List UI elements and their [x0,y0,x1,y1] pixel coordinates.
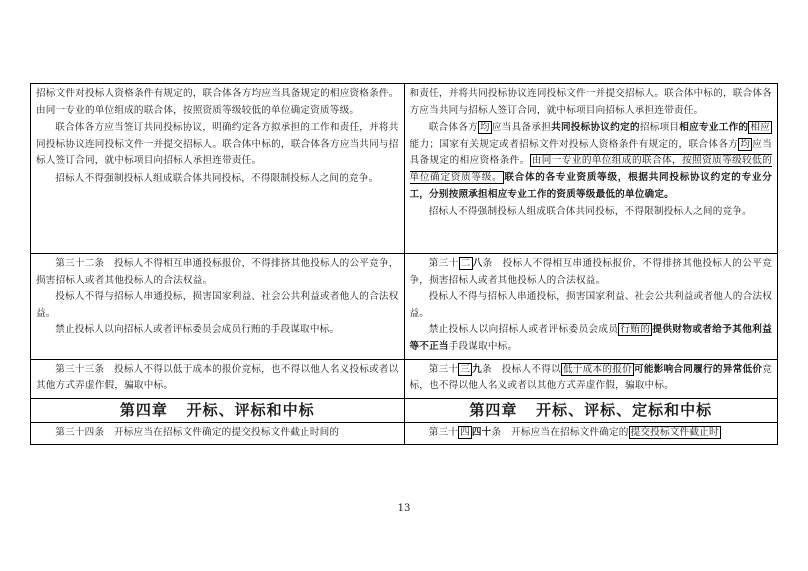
text-run: 禁止投标人以向招标人或者评标委员会成员 [428,324,619,336]
paragraph: 和责任，并将共同投标协议连同投标文件一并提交招标人。联合体中标的，联合体各方应当共同与招标人签订合同，就中标项目向招标人承担连带责任。 [409,88,772,116]
table-row [31,359,778,398]
added-text: 联合体的各专业资质等级，根据共同投标协议约定的专业分工，分别按照承担相应专业工作的资质等级最低的单位确定。 [409,171,772,200]
added-text: 可能影响合同履行的异常低价 [633,363,763,375]
text-run: 竞标，也不得以他人名义或者以其他方式弄虚作假，骗取中标。 [409,363,772,392]
added-text: 九 [472,363,483,375]
text-run: 条 开标应当在招标文件确定的 [491,426,629,438]
deleted-text-box: 二 [460,258,471,269]
chapter-heading-row [31,398,778,422]
new-text-cell [404,84,778,254]
paragraph: 投标人不得与招标人串通投标，损害国家利益、社会公共利益或者他人的合法权益。 [409,291,772,319]
deleted-text-box: 相应 [750,122,771,134]
chapter-title: 开标、评标、定标和中标 [536,400,713,419]
text-run: 招标项目 [639,122,680,134]
text-run: 联合体各方 [428,122,479,134]
deleted-text-box: 行贿的 [620,324,651,336]
added-text: 相应专业工作的 [679,122,749,134]
deleted-text-box: 提交投标文件截止时 [630,426,719,438]
deleted-text-box: 四 [460,426,470,438]
paragraph: 招标人不得强制投标人组成联合体共同投标，不得限制投标人之间的竞争。 [55,172,379,184]
chapter-title: 开标、评标和中标 [186,400,315,419]
added-text: 提供财物或者给予其他利益等不正当 [409,324,772,352]
paragraph [410,256,773,289]
text-run: 第三十 [428,363,459,375]
added-text: 共同投标协议约定的 [551,122,640,134]
old-text-cell [31,359,405,398]
paragraph: 第三十四条 开标应当在招标文件确定的提交投标文件截止时间的 [55,426,340,438]
text-run: 能力；国家有关规定或者招标文件对投标人资格条件有规定的，联合体各方 [409,138,739,150]
text-run: 应当具备承担 [491,122,552,134]
text-run: 第三十 [428,426,459,438]
paragraph [410,362,773,395]
deleted-text-box: 均 [480,122,490,134]
added-text: 八 [472,258,483,269]
table-row [31,422,778,445]
text-run: 手段谋取中标。 [448,340,518,352]
old-text-cell [31,84,405,254]
deleted-text-box: 低于成本的报价 [562,363,632,375]
comparison-page [30,83,778,445]
paragraph [410,322,773,355]
paragraph: 投标人不得与招标人串通投标，损害国家利益、社会公共利益或者他人的合法权益。 [36,291,399,319]
new-text-cell [404,422,778,445]
deleted-text-box: 三 [460,363,471,375]
paragraph: 联合体各方应当签订共同投标协议，明确约定各方拟承担的工作和责任，并将共同投标协议连同投标文件一并提交招标人。联合体中标的，联合体各方应当共同与招标人签订合同，就中标项目向招标人承担连带责任。 [36,122,399,167]
old-text-cell [31,254,405,360]
paragraph: 第三十三条 投标人不得以低于成本的报价竞标，也不得以他人名义投标或者以其他方式弄虚作假，骗取中标。 [36,363,399,392]
text-run: 条 投标人不得相互串通投标报价，不得排挤其他投标人的公平竞争，损害招标人或者其他投标人的合法权益。 [409,258,773,286]
deleted-text-box: 均 [740,138,751,150]
paragraph: 招标人不得强制投标人组成联合体共同投标，不得限制投标人之间的竞争。 [428,206,752,218]
paragraph: 禁止投标人以向招标人或者评标委员会成员行贿的手段谋取中标。 [55,324,340,336]
added-text: 四十 [471,426,492,438]
new-text-cell [404,254,778,360]
comparison-table [30,83,778,445]
old-chapter-heading [31,398,405,422]
paragraph: 第三十二条 投标人不得相互串通投标报价，不得排挤其他投标人的公平竞争，损害招标人或者其他投标人的合法权益。 [36,258,399,286]
paragraph [410,425,773,442]
page-number: 13 [397,503,411,514]
new-text-cell [404,359,778,398]
text-run: 应当具备规定的相应资格条件。 [409,138,772,167]
paragraph [410,120,773,203]
text-run: 条 投标人不得以 [482,363,561,375]
table-row [31,84,778,254]
text-run: 第三十 [428,258,459,269]
chapter-number: 第四章 [469,400,518,419]
table-row [31,254,778,360]
chapter-number: 第四章 [119,400,168,419]
old-text-cell [31,422,405,445]
new-chapter-heading [404,398,778,422]
deleted-text-box: 由同一专业的单位组成的联合体，按照资质等级较低的单位确定资质等级。 [409,155,772,183]
paragraph: 招标文件对投标人资格条件有规定的，联合体各方均应当具备规定的相应资格条件。由同一专业的单位组成的联合体，按照资质等级较低的单位确定资质等级。 [36,88,399,116]
